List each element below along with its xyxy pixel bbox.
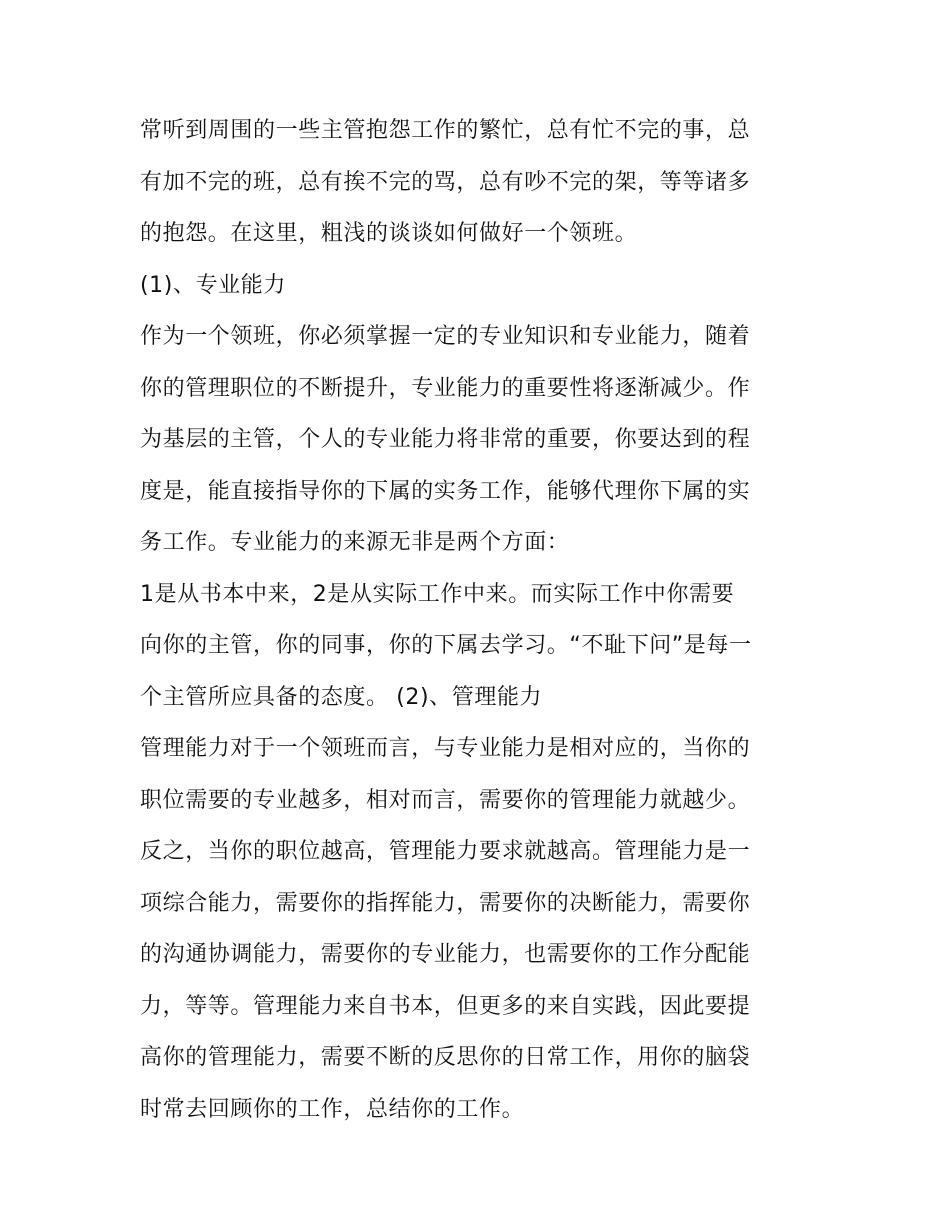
text-line: 向你的主管，你的同事，你的下属去学习。“不耻下问”是每一 <box>140 633 752 658</box>
text-line: 的沟通协调能力，需要你的专业能力，也需要你的工作分配能 <box>140 942 751 967</box>
text-line: 度是，能直接指导你的下属的实务工作，能够代理你下属的实 <box>140 478 751 504</box>
document-body <box>140 105 820 1135</box>
text-line: 你的管理职位的不断提升，专业能力的重要性将逐渐减少。作 <box>140 375 751 401</box>
text-line: 为基层的主管，个人的专业能力将非常的重要，你要达到的程 <box>140 427 751 452</box>
text-line: 1是从书本中来，2是从实际工作中来。而实际工作中你需要 <box>140 581 735 607</box>
text-line: 务工作。专业能力的来源无非是两个方面： <box>140 530 570 555</box>
text-line: 有加不完的班，总有挨不完的骂，总有吵不完的架，等等诸多 <box>140 169 751 195</box>
text-line: 时常去回顾你的工作，总结你的工作。 <box>140 1096 525 1122</box>
text-line: 常听到周围的一些主管抱怨工作的繁忙，总有忙不完的事，总 <box>140 118 751 143</box>
text-line: 力，等等。管理能力来自书本，但更多的来自实践，因此要提 <box>140 993 751 1019</box>
text-line: 作为一个领班，你必须掌握一定的专业知识和专业能力，随着 <box>140 324 751 349</box>
text-line: 个主管所应具备的态度。 (2)、管理能力 <box>140 684 543 710</box>
section-heading-professional-ability: (1)、专业能力 <box>140 272 286 298</box>
text-line: 反之，当你的职位越高，管理能力要求就越高。管理能力是一 <box>140 839 751 864</box>
text-line: 职位需要的专业越多，相对而言，需要你的管理能力就越少。 <box>140 787 751 813</box>
text-line: 高你的管理能力，需要不断的反思你的日常工作，用你的脑袋 <box>140 1045 751 1070</box>
text-line: 项综合能力，需要你的指挥能力，需要你的决断能力，需要你 <box>140 890 751 916</box>
text-line: 管理能力对于一个领班而言，与专业能力是相对应的，当你的 <box>140 736 751 761</box>
text-line: 的抱怨。在这里，粗浅的谈谈如何做好一个领班。 <box>140 221 638 246</box>
